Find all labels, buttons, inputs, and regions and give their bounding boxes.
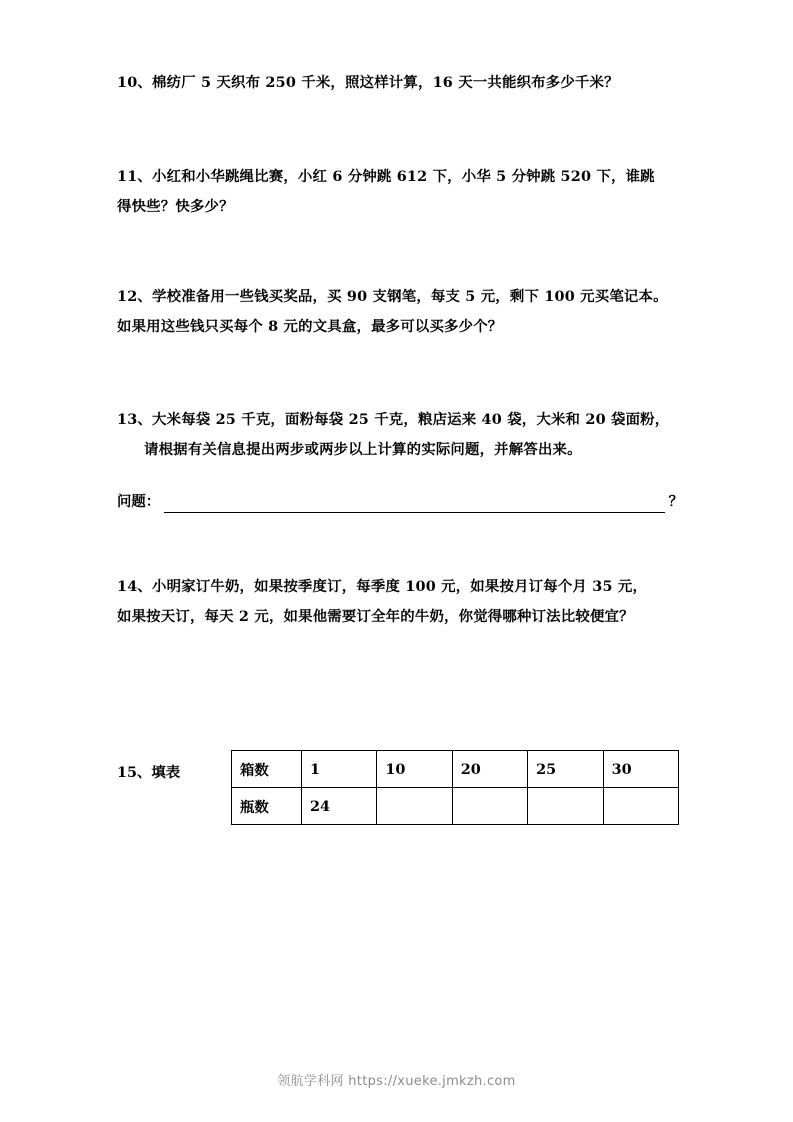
problem-13-line-1: 13、大米每袋 25 千克，面粉每袋 25 千克，粮店运来 40 袋，大米和 20 袋面粉， bbox=[117, 411, 670, 428]
problem-12 bbox=[117, 282, 683, 342]
problem-13 bbox=[117, 405, 683, 465]
footer-watermark: 领航学科网 https://xueke.jmkzh.com bbox=[277, 1074, 516, 1089]
cell-boxes-2[interactable]: 10 bbox=[377, 751, 452, 788]
problem-10 bbox=[117, 68, 683, 98]
cell-bottles-5[interactable] bbox=[603, 788, 678, 825]
question-mark: ？ bbox=[668, 493, 683, 510]
cell-boxes-1[interactable]: 1 bbox=[302, 751, 377, 788]
table-row bbox=[232, 751, 679, 788]
cell-bottles-2[interactable] bbox=[377, 788, 452, 825]
problem-11-line-2: 得快些？快多少？ bbox=[117, 198, 234, 215]
problem-10-line-1: 10、棉纺厂 5 天织布 250 千米，照这样计算，16 天一共能织布多少千米？ bbox=[117, 74, 619, 91]
problem-11-line-1: 11、小红和小华跳绳比赛，小红 6 分钟跳 612 下，小华 5 分钟跳 520 下，谁跳 bbox=[117, 168, 655, 185]
problem-14-line-2: 如果按天订，每天 2 元，如果他需要订全年的牛奶，你觉得哪种订法比较便宜？ bbox=[117, 608, 634, 625]
cell-boxes-5[interactable]: 30 bbox=[603, 751, 678, 788]
question-answer-blank[interactable] bbox=[164, 494, 664, 513]
cell-boxes-3[interactable]: 20 bbox=[452, 751, 527, 788]
table-row bbox=[232, 788, 679, 825]
problem-15-label: 15、填表 bbox=[117, 764, 181, 781]
question-blank-row bbox=[117, 489, 683, 515]
problem-11 bbox=[117, 162, 683, 222]
row-header-bottles: 瓶数 bbox=[232, 788, 302, 825]
fill-table bbox=[231, 750, 679, 825]
problem-13-line-2: 请根据有关信息提出两步或两步以上计算的实际问题，并解答出来。 bbox=[144, 441, 582, 458]
cell-bottles-3[interactable] bbox=[452, 788, 527, 825]
problem-14-line-1: 14、小明家订牛奶，如果按季度订，每季度 100 元，如果按月订每个月 35 元， bbox=[117, 578, 648, 595]
cell-bottles-4[interactable] bbox=[528, 788, 603, 825]
problem-12-line-2: 如果用这些钱只买每个 8 元的文具盒，最多可以买多少个？ bbox=[117, 318, 503, 335]
cell-boxes-4[interactable]: 25 bbox=[528, 751, 603, 788]
question-label: 问题： bbox=[117, 493, 161, 510]
problem-14 bbox=[117, 572, 683, 632]
cell-bottles-1[interactable]: 24 bbox=[302, 788, 377, 825]
row-header-boxes: 箱数 bbox=[232, 751, 302, 788]
problem-12-line-1: 12、学校准备用一些钱买奖品，买 90 支钢笔，每支 5 元，剩下 100 元买笔记本。 bbox=[117, 288, 668, 305]
